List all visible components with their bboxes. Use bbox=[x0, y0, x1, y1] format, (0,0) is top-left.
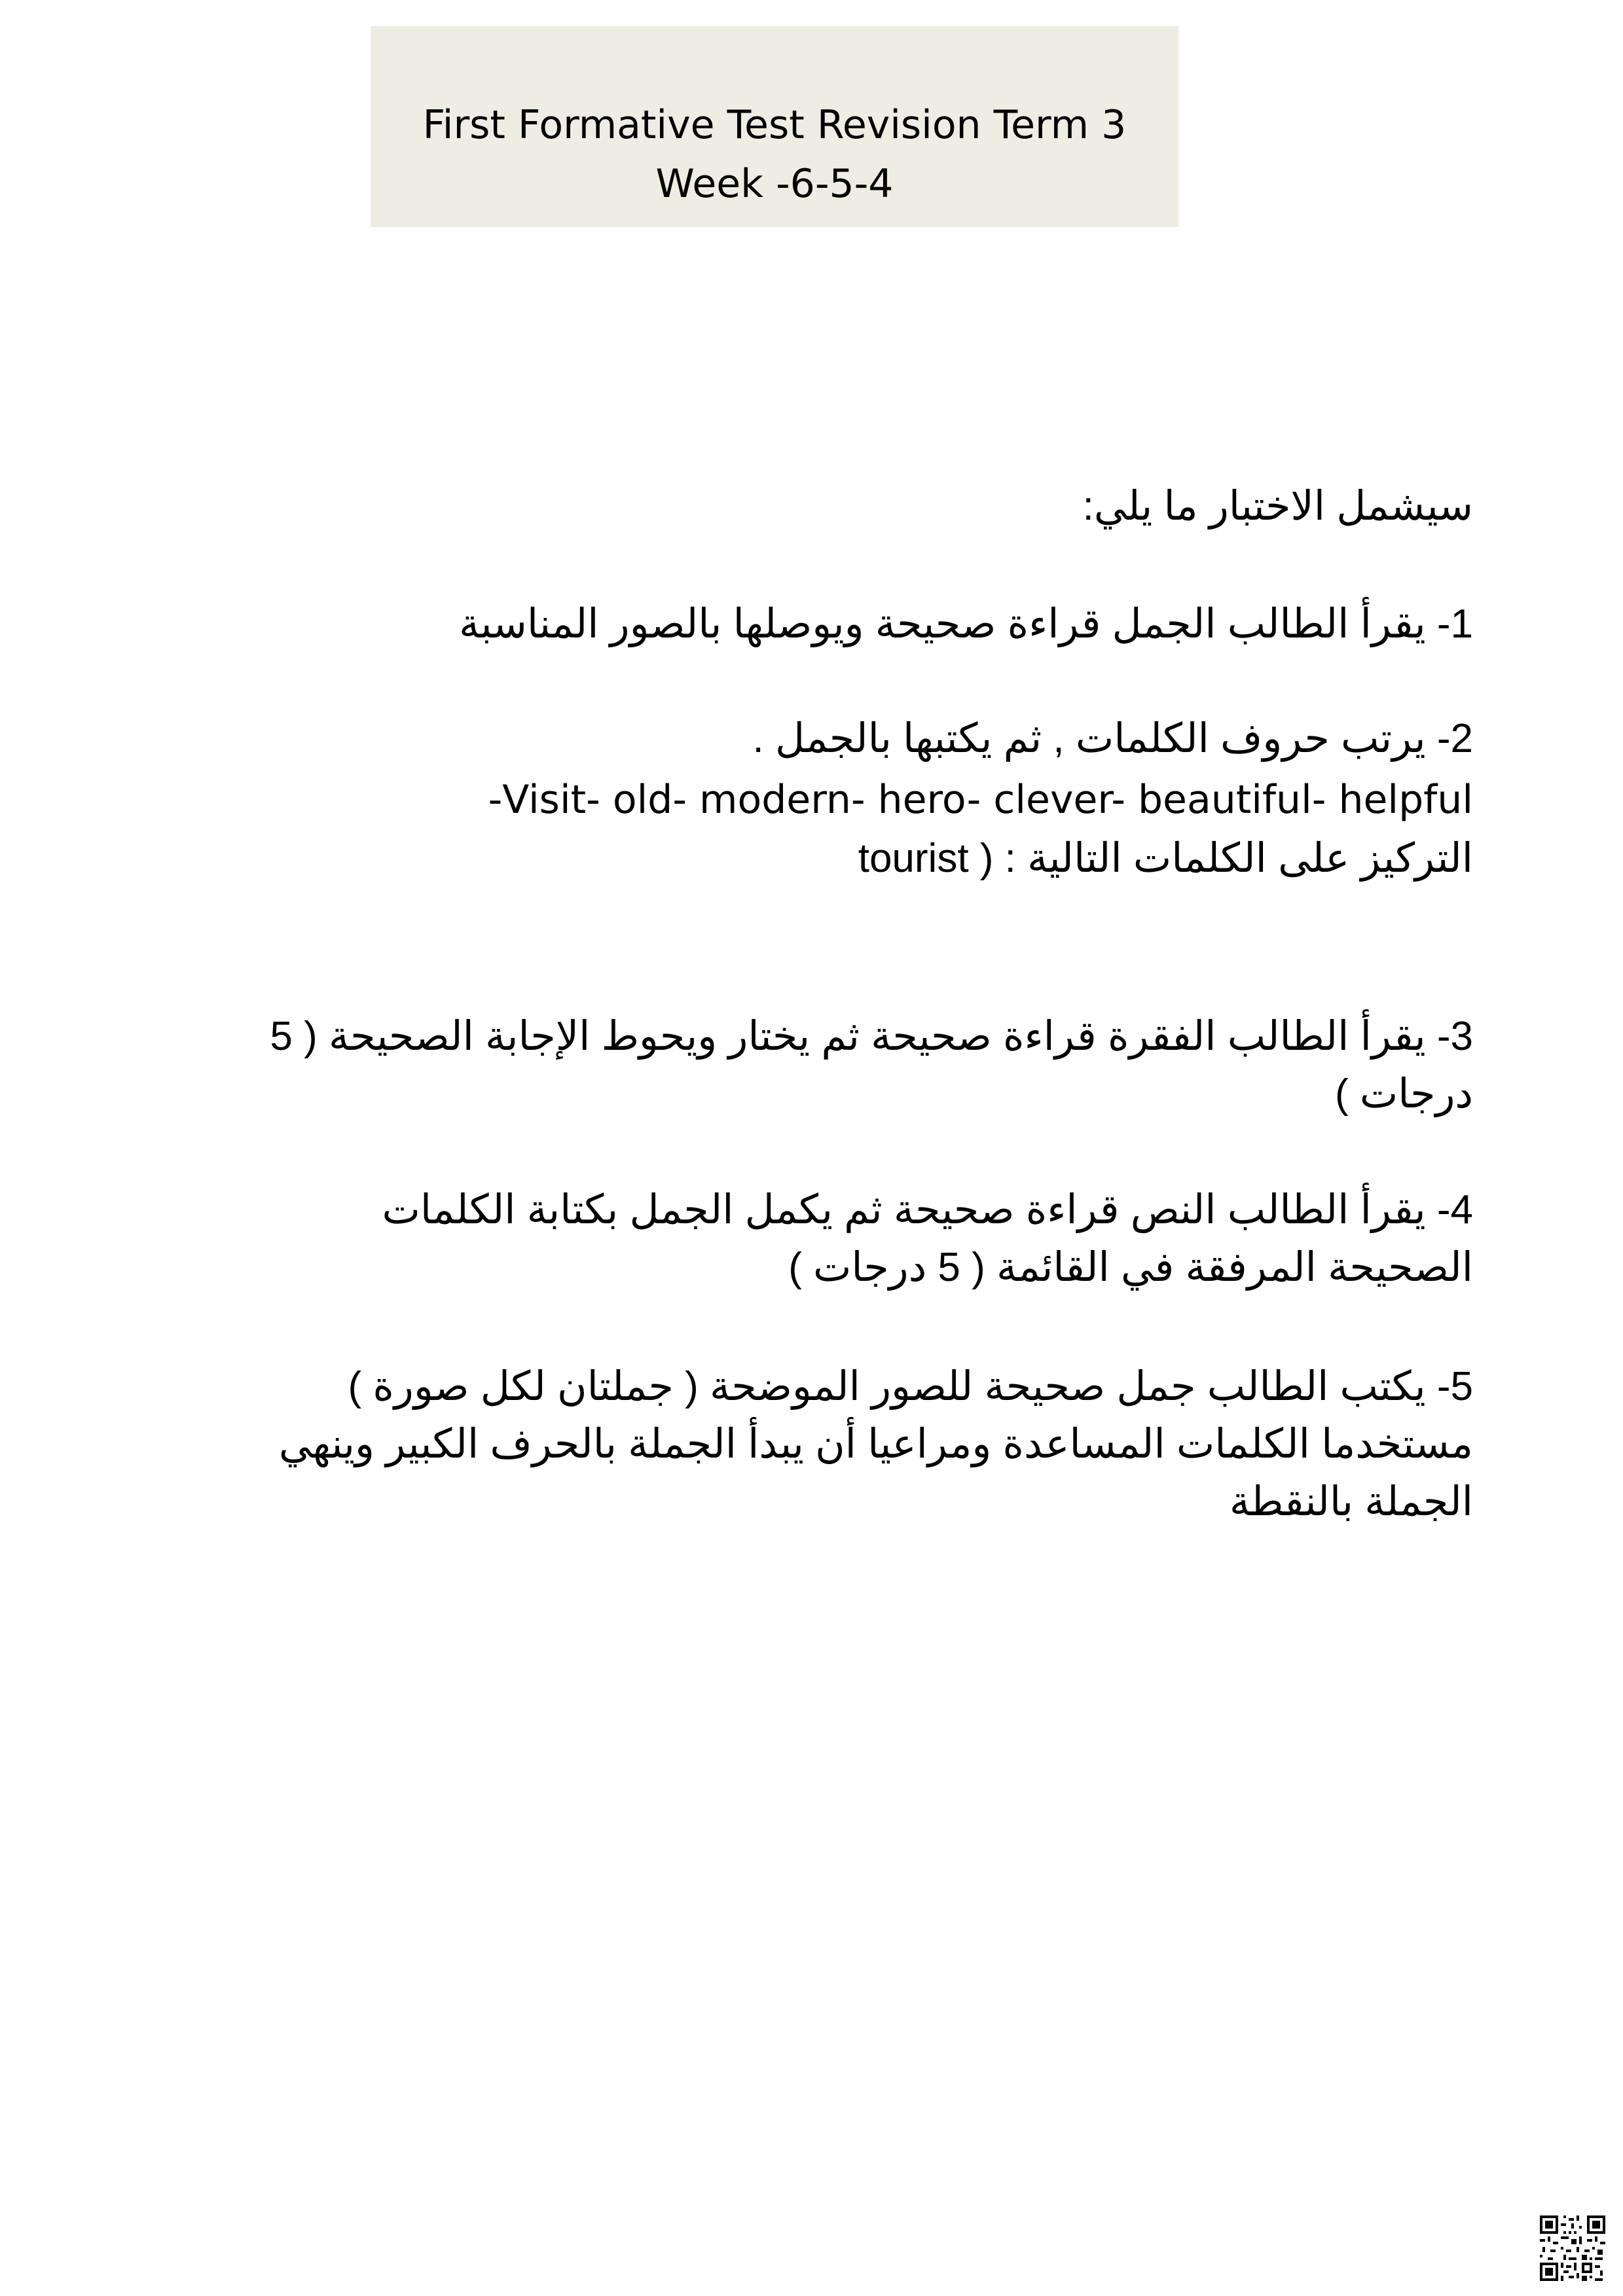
intro-text: سيشمل الاختبار ما يلي: bbox=[1082, 484, 1473, 529]
item-3: 3- يقرأ الطالب الفقرة قراءة صحيحة ثم يختار ويحوط الإجابة الصحيحة ( 5 درجات ) bbox=[270, 1014, 1473, 1117]
item-5: 5- يكتب الطالب جمل صحيحة للصور الموضحة ( جملتان لكل صورة ) مستخدما الكلمات المساعدة ومراعيا أن يبدأ الجملة بالحرف الكبير وينهي الجملة بالنقطة bbox=[278, 1364, 1473, 1524]
item-2-word-list: Visit- old- modern- hero- clever- beautiful- helpful- bbox=[488, 777, 1473, 823]
title-box bbox=[371, 26, 1178, 227]
qr-code-icon bbox=[1540, 2215, 1605, 2281]
item-4: 4- يقرأ الطالب النص قراءة صحيحة ثم يكمل الجمل بكتابة الكلمات الصحيحة المرفقة في القائمة ( 5 درجات ) bbox=[382, 1187, 1473, 1290]
title-line-1: First Formative Test Revision Term 3 bbox=[422, 102, 1127, 148]
item-2-focus-line: التركيز على الكلمات التالية : ( tourist bbox=[858, 836, 1473, 881]
item-1: 1- يقرأ الطالب الجمل قراءة صحيحة ويوصلها بالصور المناسبة bbox=[458, 601, 1473, 647]
title-line-2: Week -6-5-4 bbox=[655, 161, 894, 207]
item-2: 2- يرتب حروف الكلمات , ثم يكتبها بالجمل . bbox=[752, 716, 1473, 761]
